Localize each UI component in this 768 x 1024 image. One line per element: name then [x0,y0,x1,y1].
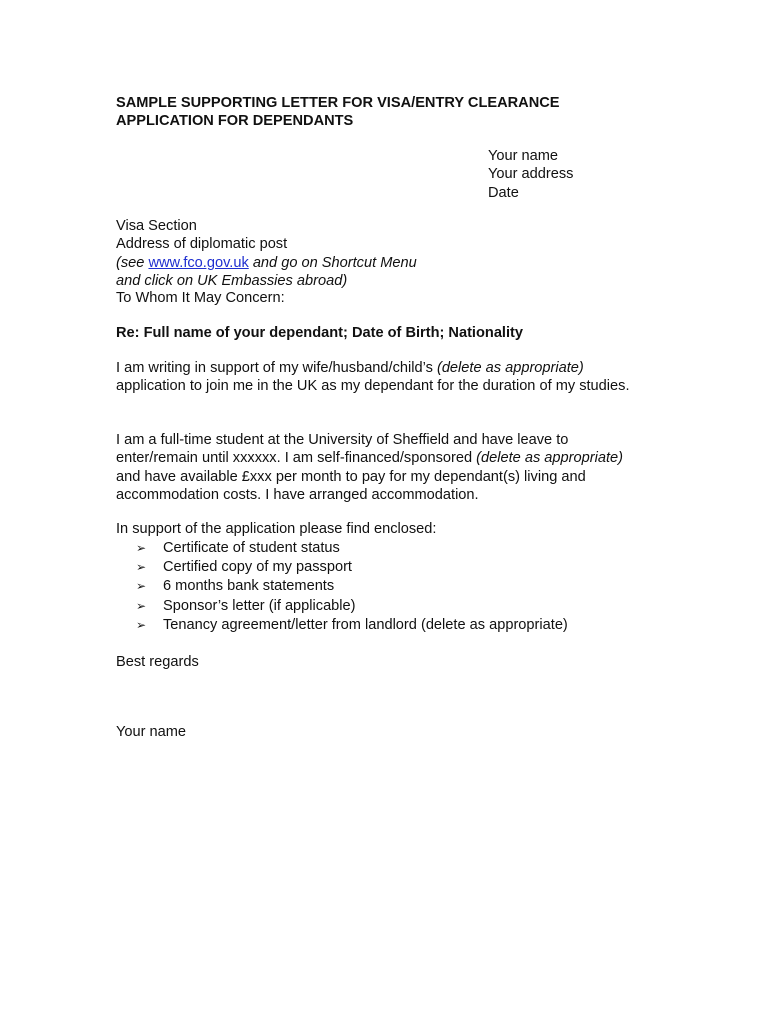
closing: Best regards [116,654,199,670]
arrow-bullet-icon: ➢ [136,579,147,594]
recipient-block [116,217,417,291]
sender-block [488,147,573,202]
arrow-bullet-icon: ➢ [136,598,147,613]
recipient-note-start: (see [116,254,149,271]
enclosure-text: Sponsor’s letter (if applicable) [163,597,356,614]
recipient-line-3: and click on UK Embassies abroad) [116,273,348,290]
paragraph-2-text-b: and have available £xxx per month to pay for my dependant(s) living and accommodation costs. I have arranged accommodation. [116,468,586,504]
paragraph-support [116,359,646,396]
arrow-bullet-icon: ➢ [136,560,147,575]
list-item [136,577,568,596]
paragraph-2-text-a: I am a full-time student at the University of Sheffield and have leave to enter/remain until xxxxxx. I am self-financed/sponsored [116,432,569,467]
sender-date: Date [488,184,519,201]
paragraph-1-text-b: application to join me in the UK as my dependant for the duration of my studies. [116,378,630,395]
title-line-1: SAMPLE SUPPORTING LETTER FOR VISA/ENTRY CLEARANCE [116,95,560,111]
fco-link[interactable]: www.fco.gov.uk [148,254,249,271]
arrow-bullet-icon: ➢ [136,541,147,555]
paragraph-1-note: (delete as appropriate) [436,360,584,376]
recipient-line-2-prefix: Address of diplomatic post [116,236,288,253]
title-line-2: APPLICATION FOR DEPENDANTS [116,113,354,129]
sender-name: Your name [488,148,559,164]
re-line: Re: Full name of your dependant; Date of Birth; Nationality [116,325,524,341]
sender-address: Your address [488,166,574,183]
enclosure-text: Tenancy agreement/letter from landlord (delete as appropriate) [163,616,568,633]
enclosure-text: 6 months bank statements [163,578,335,595]
list-item [136,558,568,577]
recipient-note-end: and go on Shortcut Menu [248,254,417,271]
recipient-line-2 [116,235,417,272]
signature-name: Your name [116,724,187,740]
list-item [136,616,568,635]
recipient-line-1: Visa Section [116,218,197,234]
enclosure-text: Certified copy of my passport [163,559,352,576]
paragraph-student-status [116,431,646,505]
enclosure-list [136,539,568,635]
paragraph-1-text-a: I am writing in support of my wife/husband/child’s [116,360,437,376]
paragraph-enclosed-intro: In support of the application please find enclosed: [116,521,437,537]
arrow-bullet-icon: ➢ [136,617,147,632]
enclosure-text: Certificate of student status [163,540,340,556]
list-item [136,539,568,558]
letter-title [116,94,560,130]
paragraph-2-note: (delete as appropriate) [476,450,623,467]
list-item [136,597,568,616]
salutation: To Whom It May Concern: [116,290,285,306]
